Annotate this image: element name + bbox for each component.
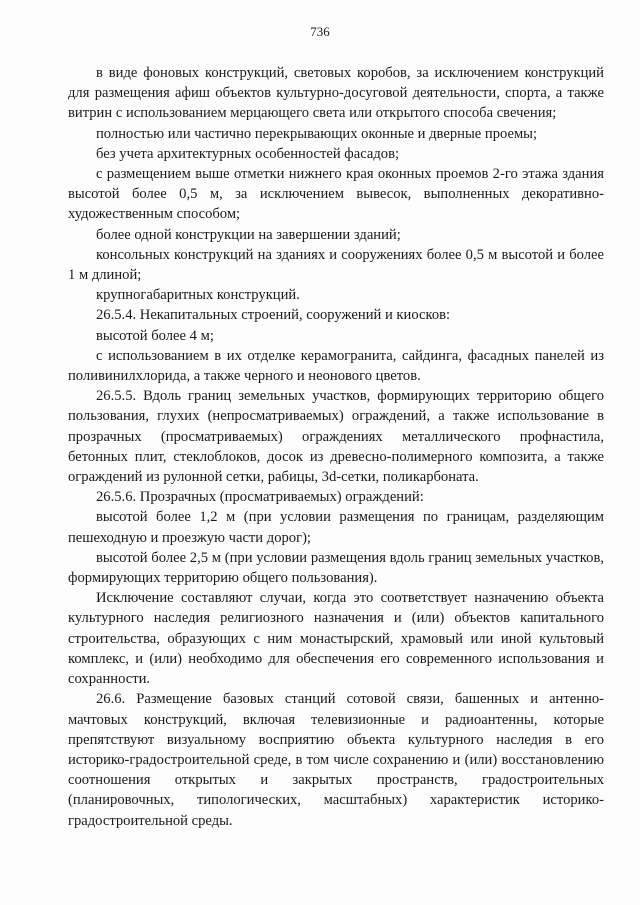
- paragraph: в виде фоновых конструкций, световых коробов, за исключением конструкций для размещения афиш объектов культурно-досуговой деятельности, спорта, а также витрин с использованием мерцающего света или открытого способа свечения;: [68, 65, 604, 122]
- page-number: 736: [310, 24, 330, 39]
- paragraph: 26.5.4. Некапитальных строений, сооружений и киосков:: [96, 307, 451, 324]
- paragraph: высотой более 2,5 м (при условии размещения вдоль границ земельных участков, формирующих территорию общего пользования).: [68, 549, 604, 587]
- paragraph: 26.5.6. Прозрачных (просматриваемых) ограждений:: [96, 489, 424, 506]
- paragraph: с размещением выше отметки нижнего края оконных проемов 2-го этажа здания высотой более 0,5 м, за исключением вывесок, выполненных декоративно-художественным способом;: [68, 166, 604, 223]
- paragraph: 26.5.5. Вдоль границ земельных участков, формирующих территорию общего пользования, глухих (непросматриваемых) ограждений, а также использование в прозрачных (просматриваемых) ограждениях металлического профнастила, бетонных плит, стеклоблоков, досок из древесно-полимерного композита, а также ограждений из рулонной сетки, рабицы, 3d-сетки, поликарбоната.: [68, 388, 604, 486]
- paragraph: более одной конструкции на завершении зданий;: [96, 226, 401, 243]
- paragraph: высотой более 4 м;: [96, 327, 214, 344]
- paragraph: 26.6. Размещение базовых станций сотовой связи, башенных и антенно-мачтовых конструкций, включая телевизионные и радиоантенны, которые препятствуют визуальному восприятию объекта культурного наследия в его историко-градостроительной среде, в том числе сохранению и (или) восстановлению соотношения открытых и закрытых пространств, градостроительных (планировочных, типологических, масштабных) характеристик историко-градостроительной среды.: [68, 691, 604, 829]
- paragraph: консольных конструкций на зданиях и сооружениях более 0,5 м высотой и более 1 м длиной;: [68, 246, 604, 284]
- paragraph: Исключение составляют случаи, когда это соответствует назначению объекта культурного наследия религиозного назначения и (или) объектов капитального строительства, образующих с ним монастырский, храмовый или иной культовый комплекс, и (или) необходимо для обеспечения его современного использования и сохранности.: [68, 590, 604, 688]
- paragraph: полностью или частично перекрывающих оконные и дверные проемы;: [96, 125, 538, 142]
- paragraph: без учета архитектурных особенностей фасадов;: [96, 145, 400, 162]
- paragraph: высотой более 1,2 м (при условии размещения по границам, разделяющим пешеходную и проезжую части дорог);: [68, 509, 604, 546]
- document-body: [68, 63, 604, 831]
- paragraph: крупногабаритных конструкций.: [96, 287, 300, 304]
- paragraph: с использованием в их отделке керамогранита, сайдинга, фасадных панелей из поливинилхлорида, а также черного и неонового цветов.: [68, 347, 604, 385]
